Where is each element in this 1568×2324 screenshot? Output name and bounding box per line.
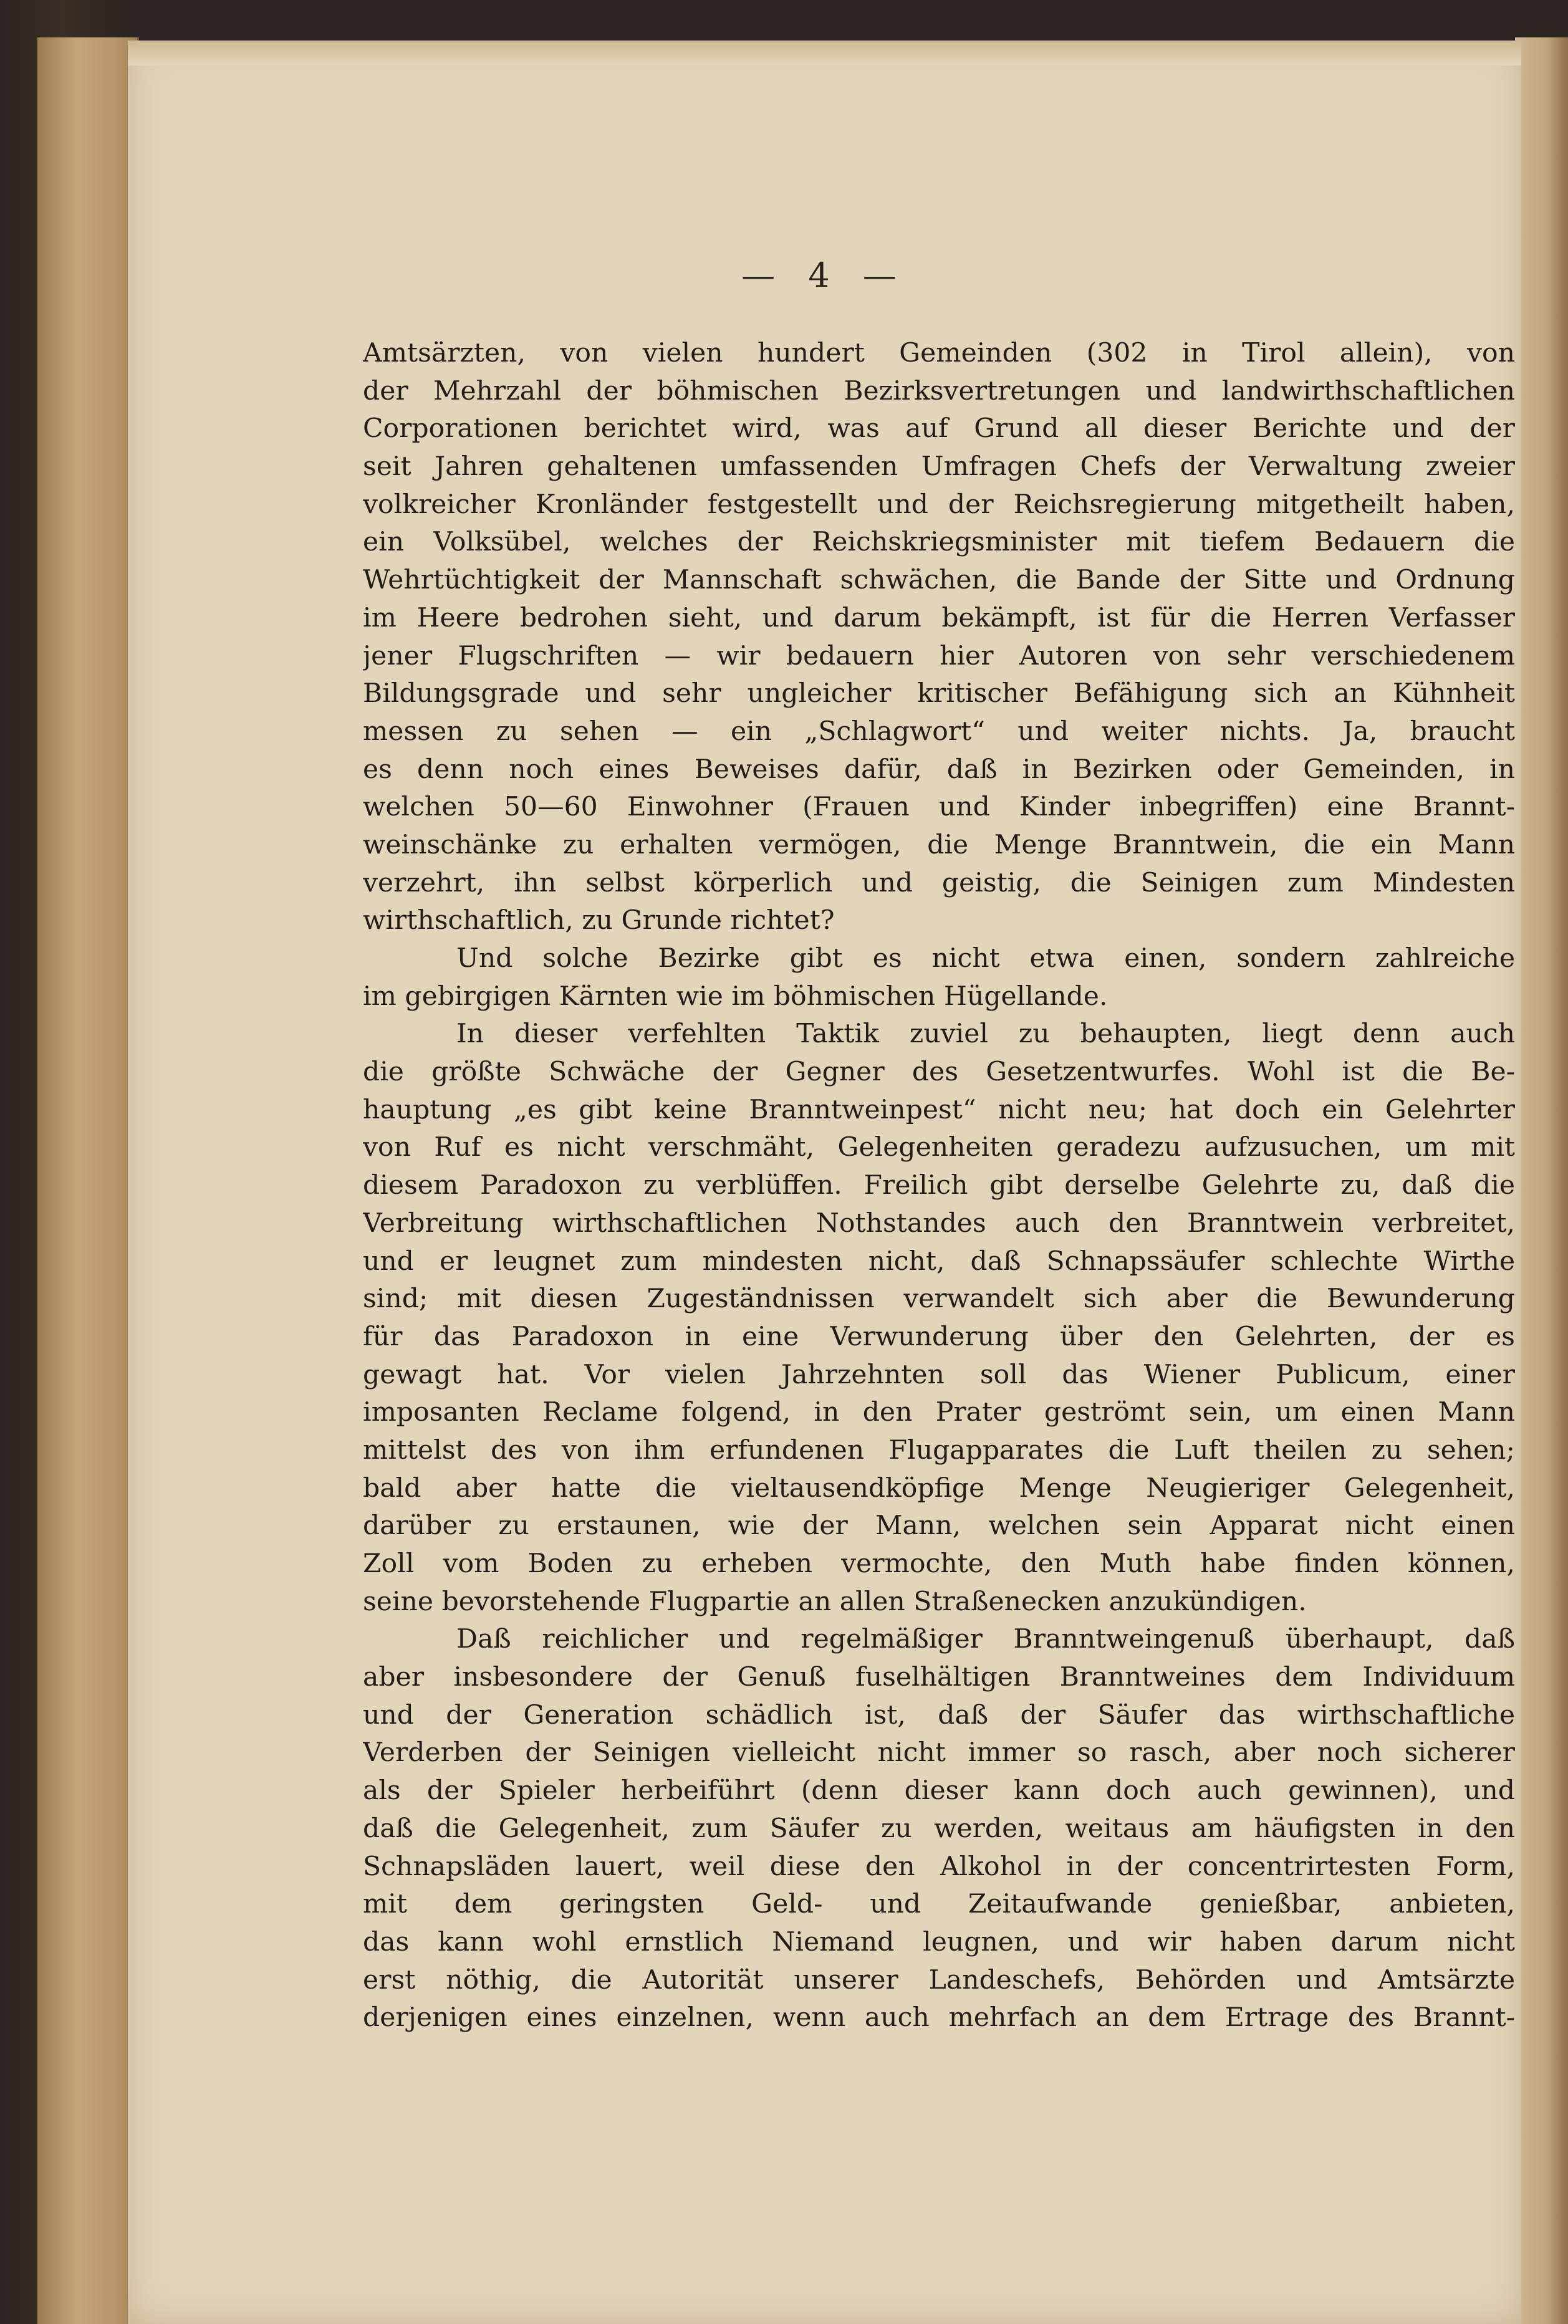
text-line: mittelst des von ihm erfundenen Flugapparates die Luft theilen zu sehen; <box>363 1434 1515 1466</box>
text-line: ein Volksübel, welches der Reichskriegsminister mit tiefem Bedauern die <box>363 527 1515 558</box>
text-line: als der Spieler herbeiführt (denn dieser kann doch auch gewinnen), und <box>363 1775 1515 1807</box>
text-line: daß die Gelegenheit, zum Säufer zu werden, weitaus am häufigsten in den <box>363 1813 1515 1844</box>
text-line: sind; mit diesen Zugeständnissen verwandelt sich aber die Bewunderung <box>363 1284 1515 1315</box>
text-line: die größte Schwäche der Gegner des Gesetzentwurfes. Wohl ist die Be- <box>363 1057 1515 1088</box>
text-line: Bildungsgrade und sehr ungleicher kritischer Befähigung sich an Kühnheit <box>363 678 1515 709</box>
text-line: und er leugnet zum mindesten nicht, daß Schnapssäufer schlechte Wirthe <box>363 1246 1515 1277</box>
text-line: für das Paradoxon in eine Verwunderung über den Gelehrten, der es <box>363 1321 1515 1352</box>
text-line: volkreicher Kronländer festgestellt und der Reichsregierung mitgetheilt haben, <box>363 489 1515 520</box>
text-line: im Heere bedrohen sieht, und darum bekämpft, ist für die Herren Verfasser <box>363 602 1515 633</box>
text-line: welchen 50—60 Einwohner (Frauen und Kinder inbegriffen) eine Brannt- <box>363 792 1515 823</box>
text-line: messen zu sehen — ein „Schlagwort“ und weiter nichts. Ja, braucht <box>363 716 1515 747</box>
text-line: gewagt hat. Vor vielen Jahrzehnten soll das Wiener Publicum, einer <box>363 1359 1515 1390</box>
text-line: und der Generation schädlich ist, daß der Säufer das wirthschaftliche <box>363 1699 1515 1731</box>
text-line: imposanten Reclame folgend, in den Prater geströmt sein, um einen Mann <box>363 1397 1515 1428</box>
text-line: Verbreitung wirthschaftlichen Nothstandes auch den Branntwein verbreitet, <box>363 1208 1515 1239</box>
text-line: Corporationen berichtet wird, was auf Grund all dieser Berichte und der <box>363 413 1515 444</box>
page-number: — 4 — <box>741 256 908 295</box>
binding-strip-left <box>37 37 139 2324</box>
book-page <box>128 41 1521 2324</box>
text-line: der Mehrzahl der böhmischen Bezirksvertretungen und landwirthschaftlichen <box>363 375 1515 406</box>
text-line: hauptung „es gibt keine Branntweinpest“ nicht neu; hat doch ein Gelehrter <box>363 1094 1515 1125</box>
text-line: seit Jahren gehaltenen umfassenden Umfragen Chefs der Verwaltung zweier <box>363 451 1515 483</box>
text-line: Zoll vom Boden zu erheben vermochte, den Muth habe finden können, <box>363 1549 1515 1579</box>
text-line: das kann wohl ernstlich Niemand leugnen, und wir haben darum nicht <box>363 1926 1515 1957</box>
text-line: verzehrt, ihn selbst körperlich und geistig, die Seinigen zum Mindesten <box>363 867 1515 898</box>
text-line: Und solche Bezirke gibt es nicht etwa einen, sondern zahlreiche <box>456 943 1515 974</box>
text-line: aber insbesondere der Genuß fuselhältigen Branntweines dem Individuum <box>363 1662 1515 1693</box>
text-line: wirthschaftlich, zu Grunde richtet? <box>363 905 835 936</box>
text-line: Daß reichlicher und regelmäßiger Branntweingenuß überhaupt, daß <box>456 1624 1515 1655</box>
text-line: weinschänke zu erhalten vermögen, die Menge Branntwein, die ein Mann <box>363 829 1515 860</box>
text-line: seine bevorstehende Flugpartie an allen Straßenecken anzukündigen. <box>363 1586 1307 1617</box>
text-line: darüber zu erstaunen, wie der Mann, welchen sein Apparat nicht einen <box>363 1510 1515 1542</box>
text-line: es denn noch eines Beweises dafür, daß in Bezirken oder Gemeinden, in <box>363 754 1515 785</box>
text-line: bald aber hatte die vieltausendköpfige Menge Neugieriger Gelegenheit, <box>363 1472 1515 1504</box>
next-page-edge-right <box>1515 37 1568 2324</box>
text-line: diesem Paradoxon zu verblüffen. Freilich gibt derselbe Gelehrte zu, daß die <box>363 1170 1515 1201</box>
text-line: von Ruf es nicht verschmäht, Gelegenheiten geradezu aufzusuchen, um mit <box>363 1132 1515 1163</box>
body-text <box>363 335 1515 2037</box>
text-line: In dieser verfehlten Taktik zuviel zu behaupten, liegt denn auch <box>456 1019 1515 1050</box>
text-line: mit dem geringsten Geld- und Zeitaufwande genießbar, anbieten, <box>363 1889 1515 1920</box>
text-line: Amtsärzten, von vielen hundert Gemeinden (302 in Tirol allein), von <box>363 338 1515 368</box>
text-line: derjenigen eines einzelnen, wenn auch mehrfach an dem Ertrage des Brannt- <box>363 2002 1515 2034</box>
text-line: jener Flugschriften — wir bedauern hier Autoren von sehr verschiedenem <box>363 640 1515 671</box>
text-line: erst nöthig, die Autorität unserer Landeschefs, Behörden und Amtsärzte <box>363 1964 1515 1995</box>
page-top-edge <box>128 41 1521 65</box>
text-line: Schnapsläden lauert, weil diese den Alkohol in der concentrirtesten Form, <box>363 1851 1515 1882</box>
text-line: Verderben der Seinigen vielleicht nicht immer so rasch, aber noch sicherer <box>363 1737 1515 1769</box>
text-line: im gebirgigen Kärnten wie im böhmischen Hügellande. <box>363 981 1108 1012</box>
text-line: Wehrtüchtigkeit der Mannschaft schwächen, die Bande der Sitte und Ordnung <box>363 565 1515 596</box>
